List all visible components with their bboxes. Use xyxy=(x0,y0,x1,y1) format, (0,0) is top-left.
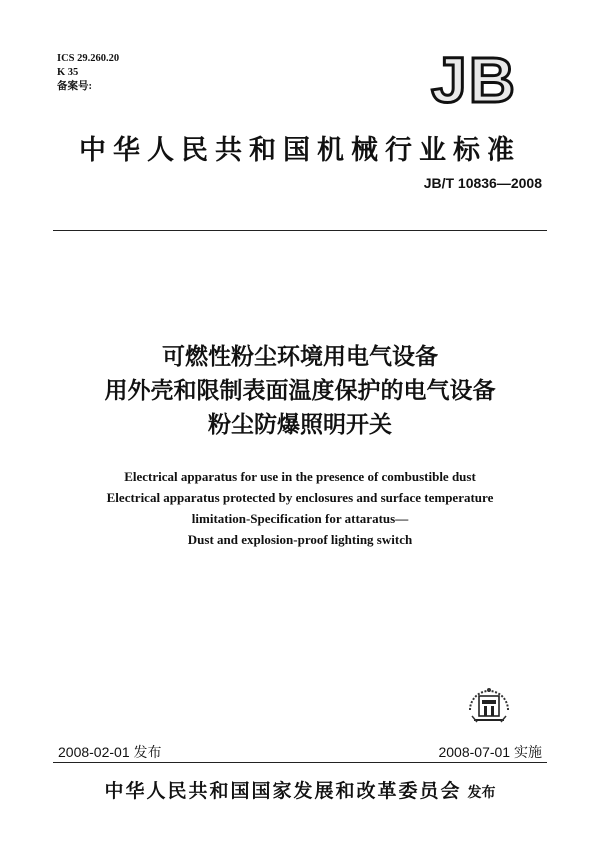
publisher-seal-icon xyxy=(464,680,514,726)
issue-date: 2008-02-01 发布 xyxy=(58,744,162,760)
ics-code: ICS 29.260.20 xyxy=(57,53,120,64)
publisher-organization: 中华人民共和国国家发展和改革委员会 xyxy=(104,780,462,802)
header-divider xyxy=(53,230,547,231)
cn-title-line-1: 可燃性粉尘环境用电气设备 xyxy=(162,344,438,370)
english-title xyxy=(0,466,600,550)
classification-block xyxy=(57,52,119,94)
footer-divider xyxy=(53,762,547,763)
implementation-date: 2008-07-01 实施 xyxy=(438,744,542,760)
en-title-line-4: Dust and explosion-proof lighting switch xyxy=(187,532,413,547)
cn-title-line-2: 用外壳和限制表面温度保护的电气设备 xyxy=(104,378,496,404)
jb-logo-text: JB xyxy=(431,50,517,110)
cn-title-line-3: 粉尘防爆照明开关 xyxy=(208,412,392,438)
standard-number: JB/T 10836—2008 xyxy=(423,175,542,191)
en-title-line-1: Electrical apparatus for use in the presence of combustible dust xyxy=(124,469,476,484)
ccs-code: K 35 xyxy=(57,67,79,78)
en-title-line-3: limitation-Specification for attaratus— xyxy=(191,511,409,526)
publisher-verb: 发布 xyxy=(467,785,496,801)
publisher-line xyxy=(0,776,600,803)
en-title-line-2: Electrical apparatus protected by enclosures and surface temperature xyxy=(106,490,494,505)
standard-category: 中华人民共和国机械行业标准 xyxy=(79,135,521,166)
chinese-title xyxy=(0,340,600,442)
record-number-label: 备案号: xyxy=(57,81,92,92)
jb-logo xyxy=(426,50,522,110)
